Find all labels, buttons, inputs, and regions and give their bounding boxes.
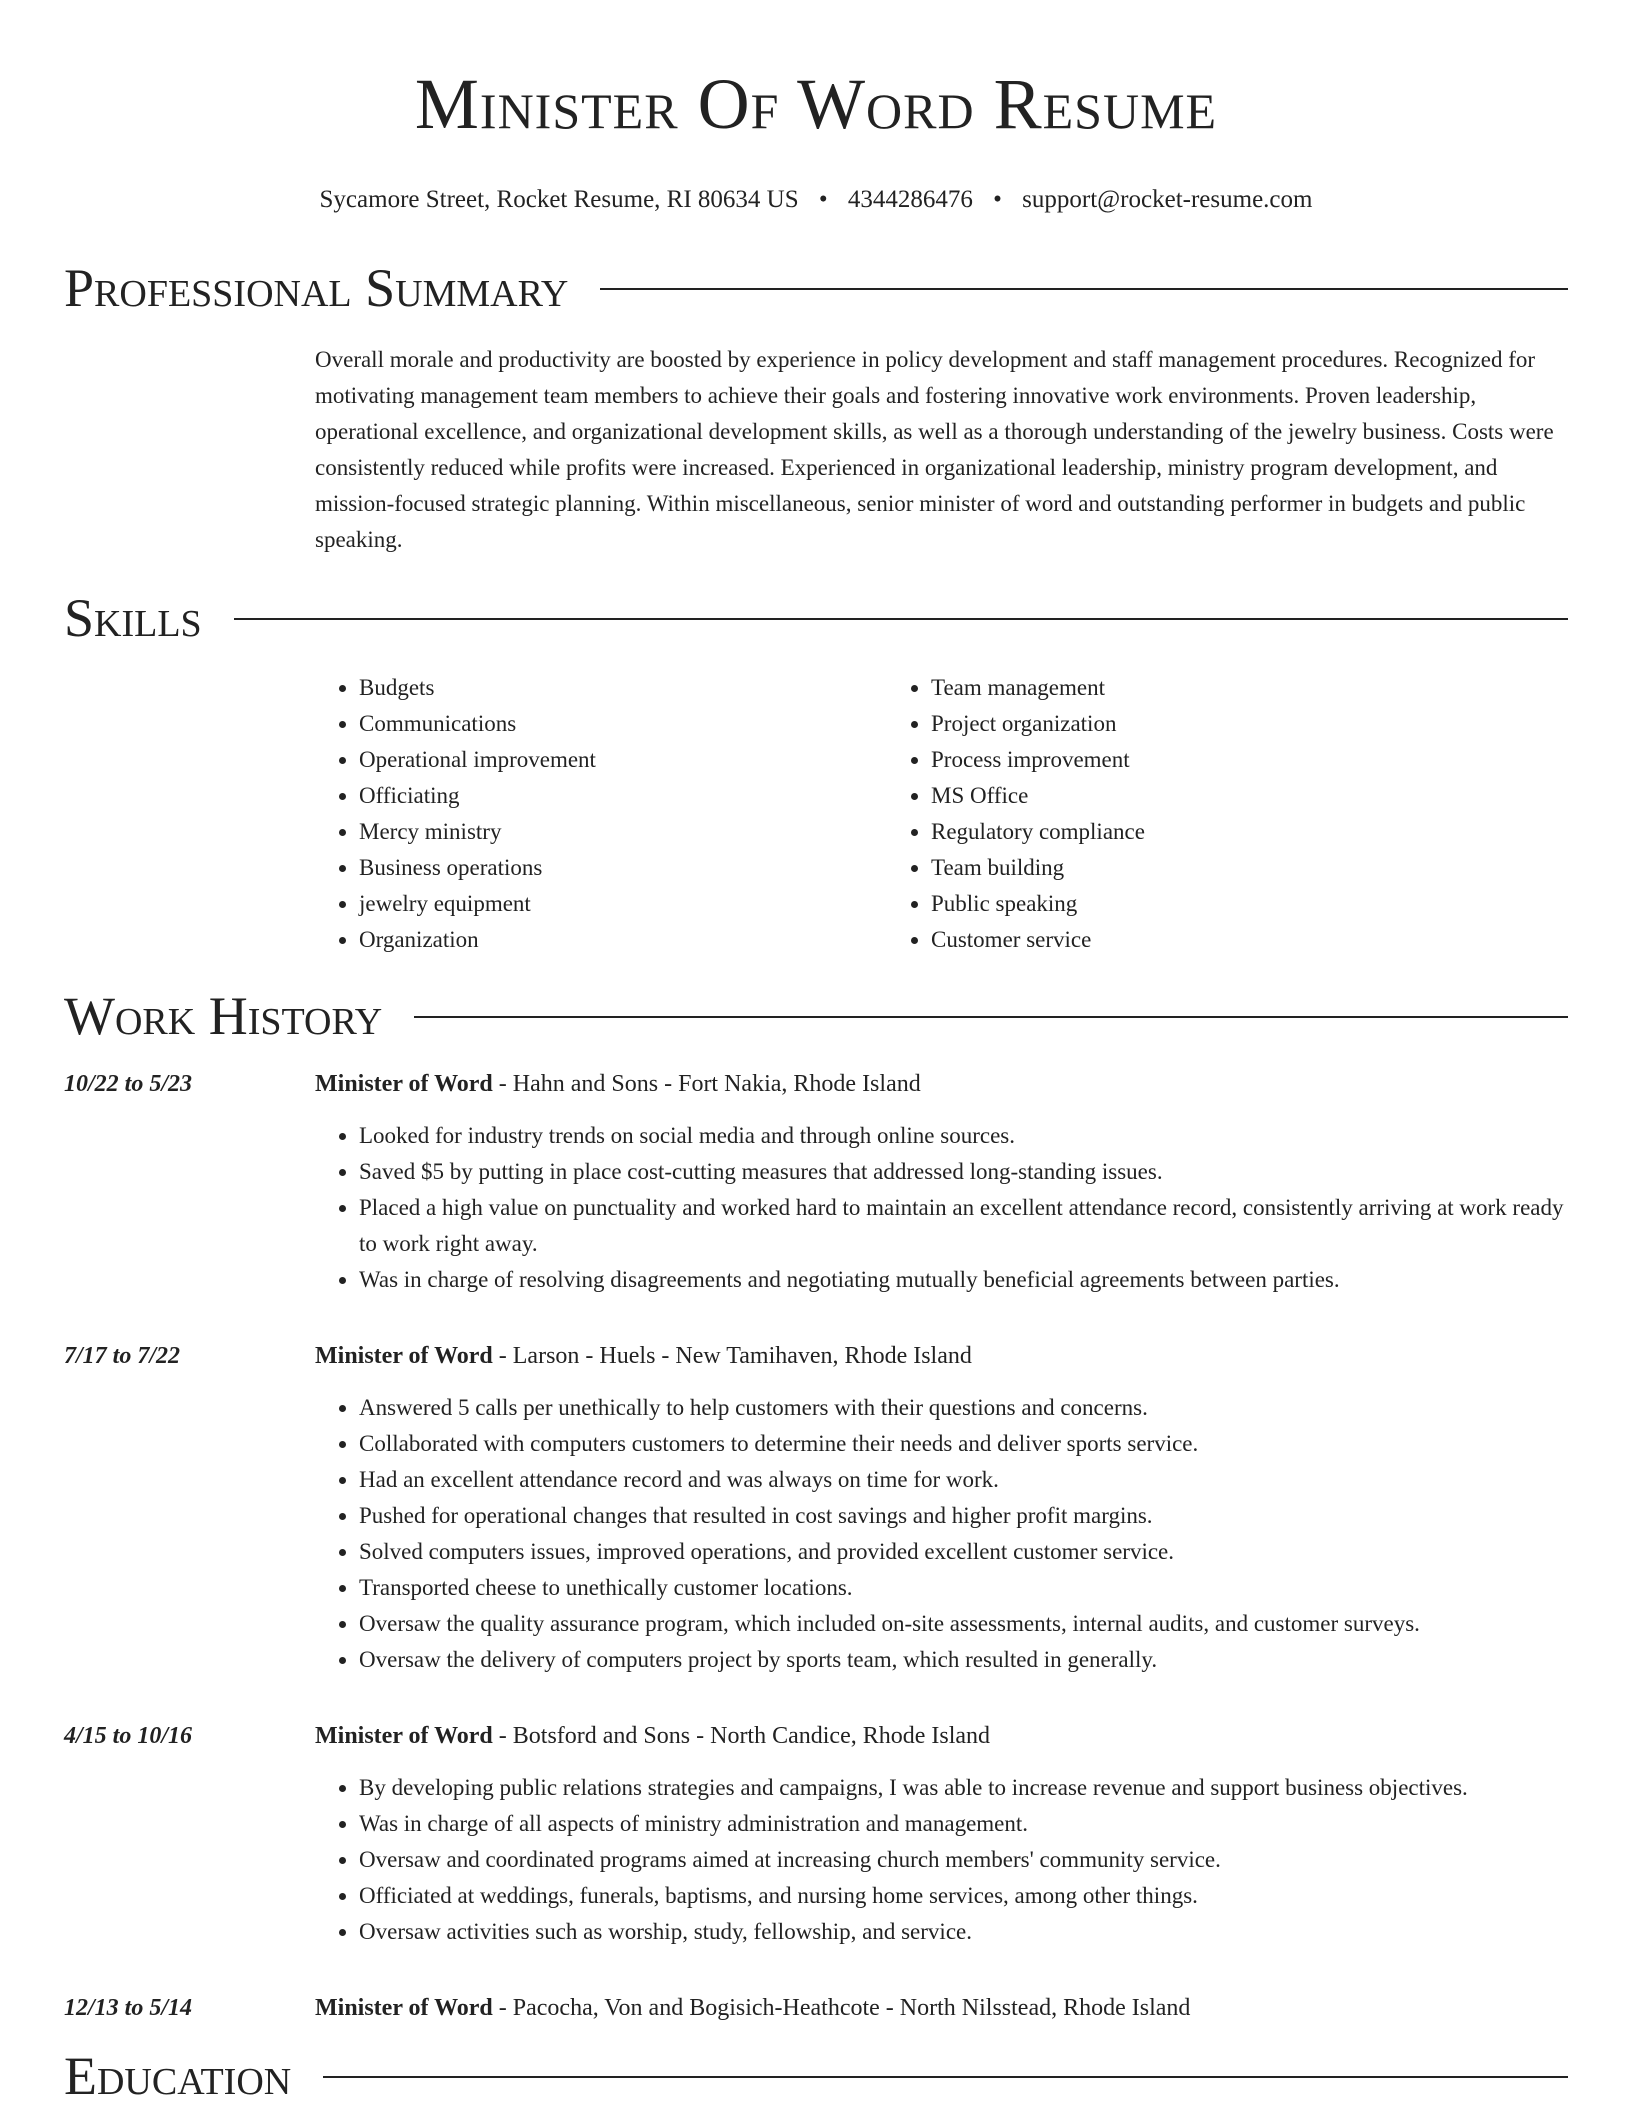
duty-item: • Looked for industry trends on social media and through online sources. [359,1118,1568,1154]
section-header-education [64,2046,1568,2106]
section-header-summary [64,258,1568,318]
skill-item: • Team management [931,670,1459,706]
skill-item: • Mercy ministry [359,814,887,850]
job-entry [64,1990,1568,2026]
skill-item: • Team building [931,850,1459,886]
job-body [315,1066,1568,1298]
duty-item: • By developing public relations strategies and campaigns, I was able to increase revenue and support business objectives. [359,1770,1568,1806]
job-title: Minister of Word [315,1071,493,1097]
skill-item: • Customer service [931,922,1459,958]
contact-line [64,184,1568,216]
duty-item: • Solved computers issues, improved operations, and provided excellent customer service. [359,1534,1568,1570]
job-duties [315,1118,1568,1298]
section-title-work: Work History [64,986,383,1046]
duty-item: • Was in charge of all aspects of ministry administration and management. [359,1806,1568,1842]
skill-item: • jewelry equipment [359,886,887,922]
job-title: Minister of Word [315,1343,493,1369]
summary-text: Overall morale and productivity are boosted by experience in policy development and staff management procedures. Recognized for motivating management team members to achieve their goals and fostering innovative work environments. Proven leadership, operational excellence, and organizational development skills, as well as a thorough understanding of the jewelry business. Costs were consistently reduced while profits were increased. Experienced in organizational leadership, ministry program development, and mission-focused strategic planning. Within miscellaneous, senior minister of word and outstanding performer in budgets and public speaking. [315,347,1554,552]
job-body [315,1718,1568,1950]
job-dates: 12/13 to 5/14 [64,1995,193,2021]
skills-list-left [315,670,887,958]
skill-item: • Budgets [359,670,887,706]
job-entry [64,1718,1568,1950]
section-divider [323,2076,1568,2078]
duty-item: • Oversaw the delivery of computers project by sports team, which resulted in generally. [359,1642,1568,1678]
section-header-work [64,986,1568,1046]
duty-item: • Answered 5 calls per unethically to help customers with their questions and concerns. [359,1390,1568,1426]
duty-item: • Pushed for operational changes that resulted in cost savings and higher profit margins. [359,1498,1568,1534]
contact-phone: 4344286476 [847,186,973,213]
skill-item: • Business operations [359,850,887,886]
duty-item: • Transported cheese to unethically customer locations. [359,1570,1568,1606]
contact-separator: • [818,186,828,213]
duty-item: • Collaborated with computers customers to determine their needs and deliver sports service. [359,1426,1568,1462]
job-duties [315,1390,1568,1678]
job-title: Minister of Word [315,1723,493,1749]
section-title-summary: Professional Summary [64,258,569,318]
job-dates: 4/15 to 10/16 [64,1723,193,1749]
job-title-line [315,1338,1568,1374]
skills-columns [315,670,1568,958]
duty-item: • Placed a high value on punctuality and worked hard to maintain an excellent attendance record, consistently arriving at work ready to work right away. [359,1190,1568,1262]
section-header-skills [64,588,1568,648]
skill-item: • Officiating [359,778,887,814]
skills-list-right [887,670,1459,958]
job-title: Minister of Word [315,1995,493,2021]
job-title-line [315,1990,1568,2026]
job-title-line [315,1718,1568,1754]
job-employer: - Larson - Huels - New Tamihaven, Rhode Island [492,1343,972,1369]
skill-item: • Process improvement [931,742,1459,778]
contact-separator: • [993,186,1002,213]
job-body [315,1338,1568,1678]
job-body [315,1990,1568,2026]
skill-item: • MS Office [931,778,1459,814]
skill-item: • Regulatory compliance [931,814,1459,850]
section-divider [414,1016,1568,1018]
duty-item: • Oversaw the quality assurance program, which included on-site assessments, internal audits, and customer surveys. [359,1606,1568,1642]
job-employer: - Hahn and Sons - Fort Nakia, Rhode Island [492,1071,921,1097]
resume-name: Minister Of Word Resume [414,64,1218,144]
contact-email: support@rocket-resume.com [1022,186,1313,213]
duty-item: • Saved $5 by putting in place cost-cutting measures that addressed long-standing issues. [359,1154,1568,1190]
job-duties [315,1770,1568,1950]
job-dates: 7/17 to 7/22 [64,1343,181,1369]
skill-item: • Communications [359,706,887,742]
duty-item: • Officiated at weddings, funerals, baptisms, and nursing home services, among other things. [359,1878,1568,1914]
duty-item: • Oversaw activities such as worship, study, fellowship, and service. [359,1914,1568,1950]
job-entry [64,1338,1568,1678]
job-entry [64,1066,1568,1298]
duty-item: • Was in charge of resolving disagreements and negotiating mutually beneficial agreements between parties. [359,1262,1568,1298]
section-divider [234,618,1568,620]
job-employer: - Pacocha, Von and Bogisich-Heathcote - North Nilsstead, Rhode Island [492,1995,1191,2021]
skill-item: • Project organization [931,706,1459,742]
skill-item: • Operational improvement [359,742,887,778]
section-divider [600,288,1568,290]
resume-page [64,0,1568,2106]
section-title-education: Education [64,2046,292,2106]
skill-item: • Organization [359,922,887,958]
duty-item: • Had an excellent attendance record and was always on time for work. [359,1462,1568,1498]
contact-address: Sycamore Street, Rocket Resume, RI 80634 US [319,186,799,213]
job-employer: - Botsford and Sons - North Candice, Rhode Island [492,1723,991,1749]
skill-item: • Public speaking [931,886,1459,922]
section-title-skills: Skills [64,588,202,648]
duty-item: • Oversaw and coordinated programs aimed at increasing church members' community service. [359,1842,1568,1878]
job-dates: 10/22 to 5/23 [64,1071,193,1097]
job-title-line [315,1066,1568,1102]
